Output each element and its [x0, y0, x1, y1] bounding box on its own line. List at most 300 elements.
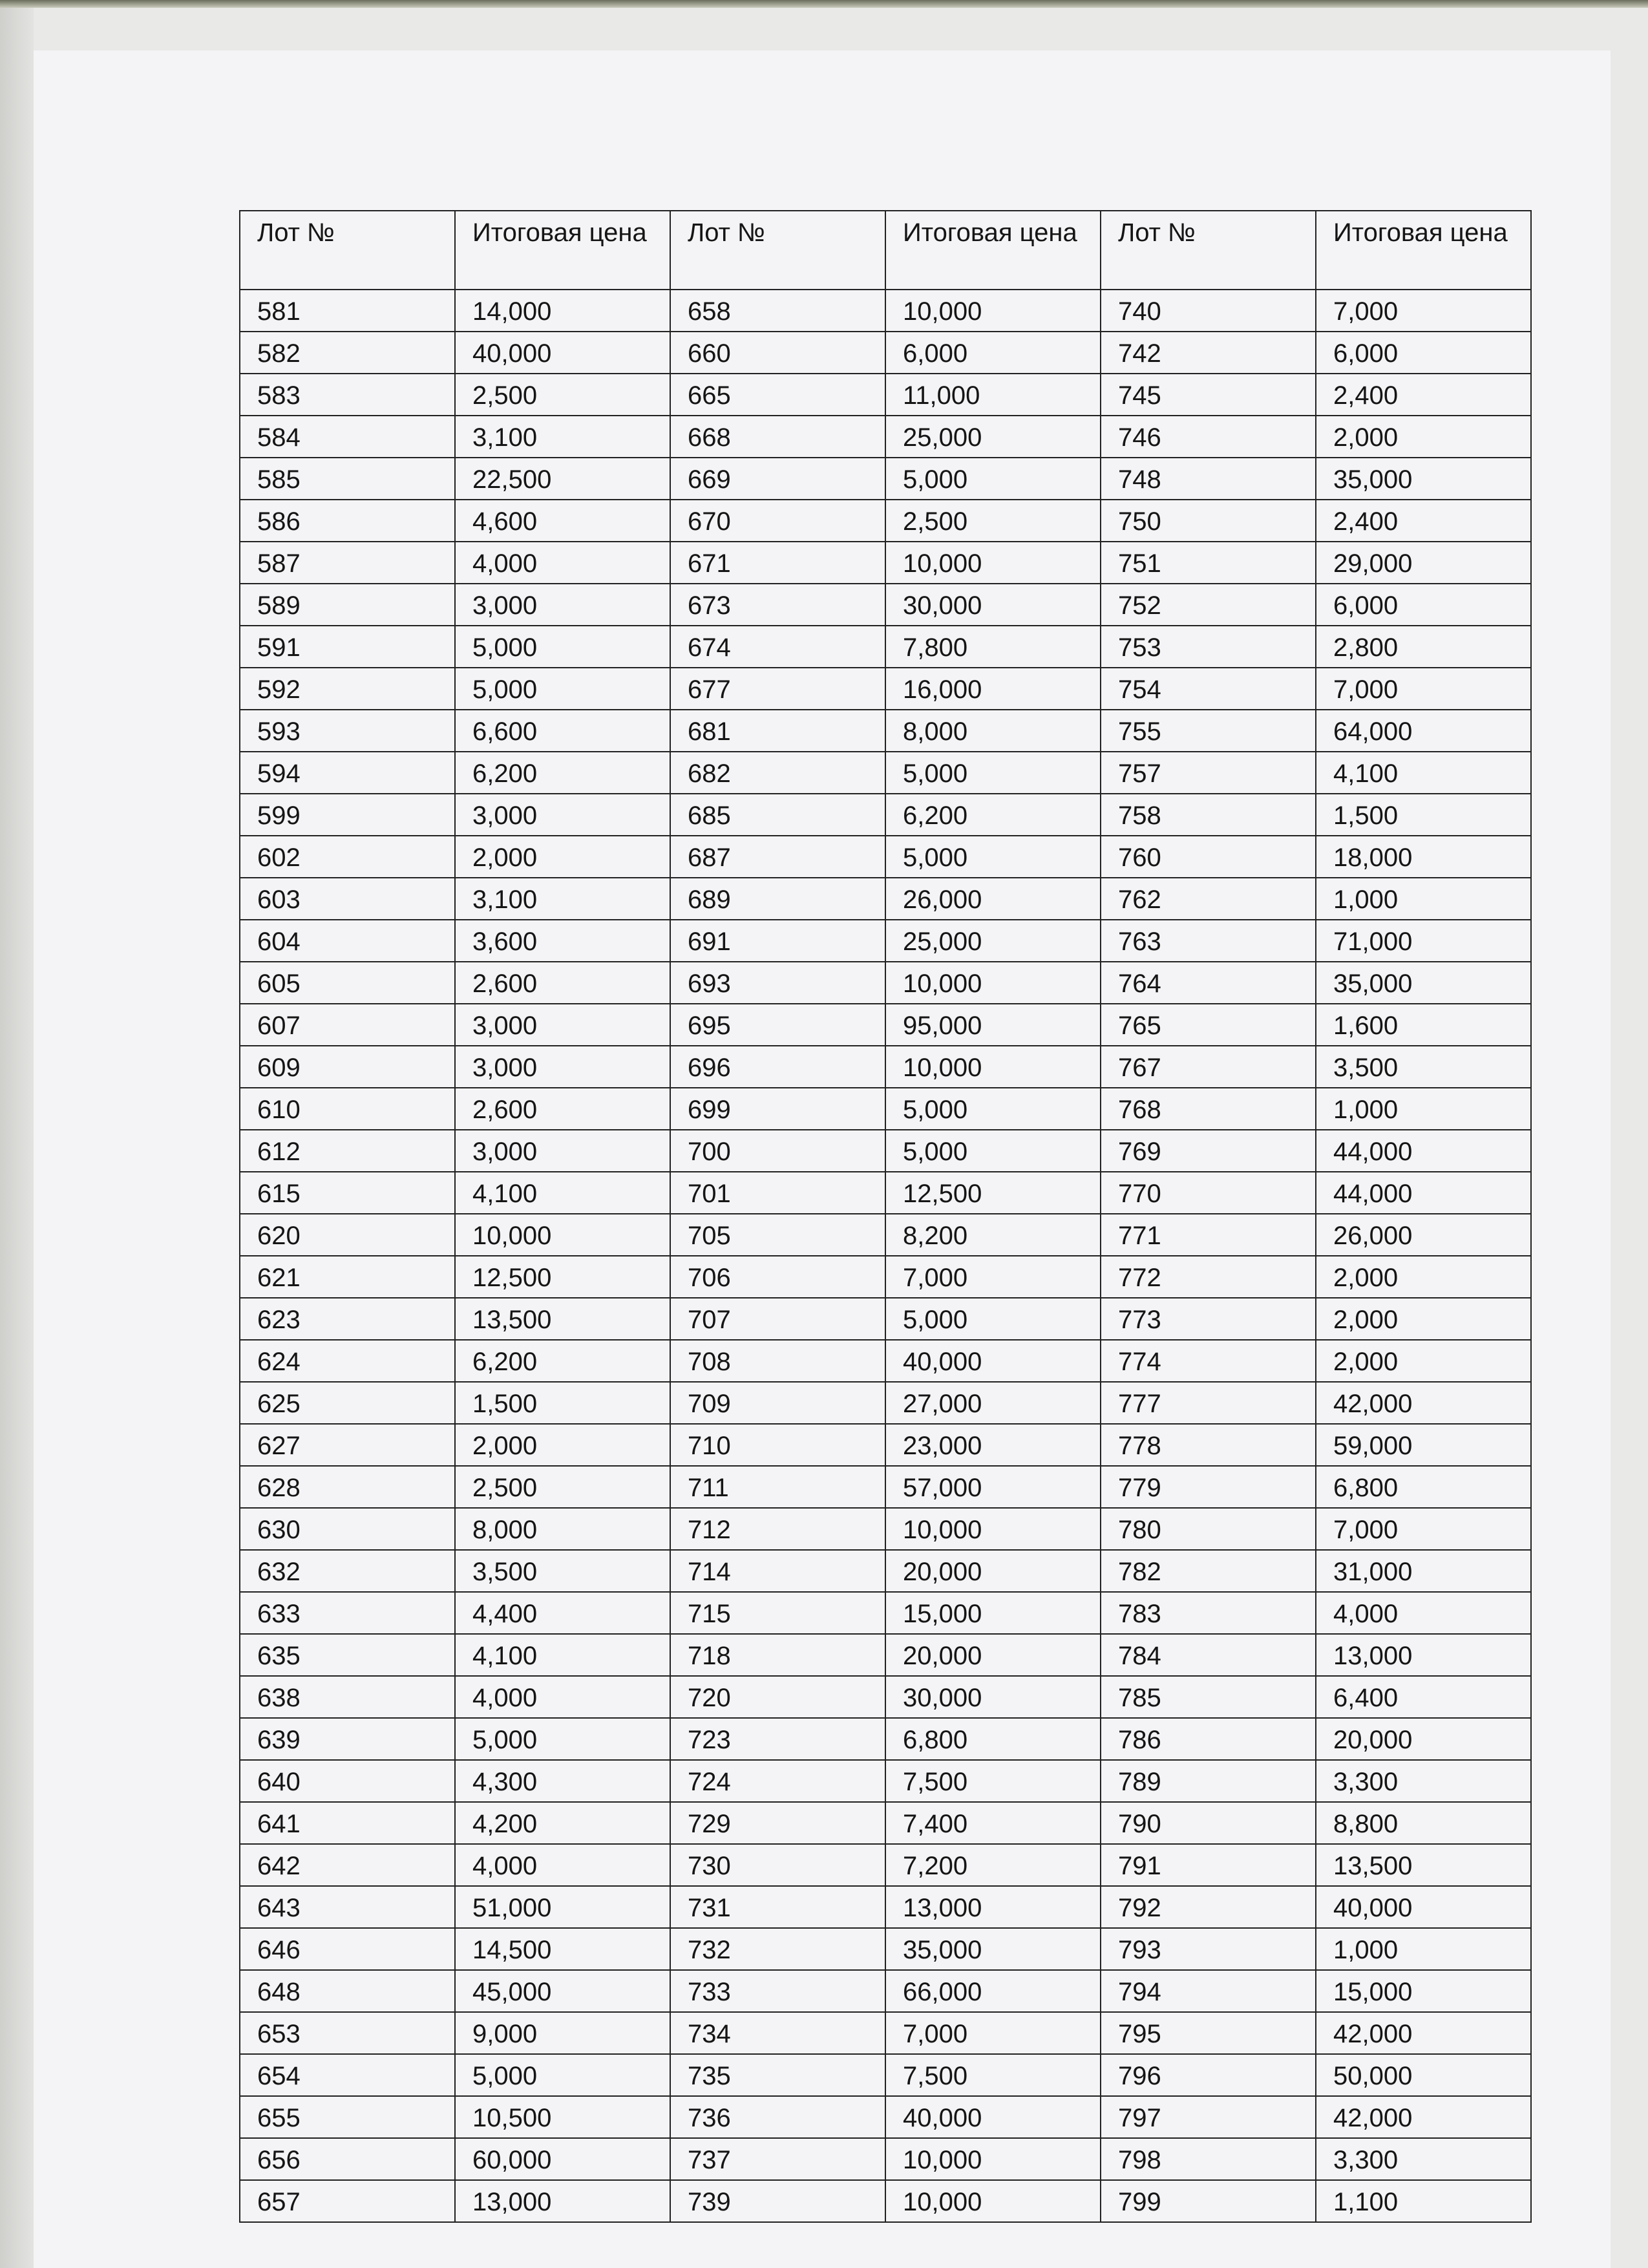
header-final-price: Итоговая цена	[1316, 211, 1531, 290]
table-row	[240, 836, 1531, 878]
header-lot-number: Лот №	[1101, 211, 1316, 290]
final-price-cell: 15,000	[885, 1592, 1101, 1634]
header-lot-number: Лот №	[240, 211, 455, 290]
lot-number-cell: 729	[670, 1802, 885, 1844]
final-price-cell: 44,000	[1316, 1172, 1531, 1214]
final-price-cell: 10,000	[885, 962, 1101, 1004]
final-price-cell: 71,000	[1316, 920, 1531, 962]
lot-number-cell: 592	[240, 668, 455, 710]
table-row	[240, 626, 1531, 668]
final-price-cell: 3,000	[455, 1004, 670, 1046]
final-price-cell: 4,000	[1316, 1592, 1531, 1634]
table-body	[240, 290, 1531, 2222]
table-header	[240, 211, 1531, 290]
table-row	[240, 920, 1531, 962]
final-price-cell: 1,600	[1316, 1004, 1531, 1046]
lot-number-cell: 765	[1101, 1004, 1316, 1046]
table-row	[240, 962, 1531, 1004]
final-price-cell: 13,000	[885, 1886, 1101, 1928]
table-row	[240, 500, 1531, 542]
lot-number-cell: 646	[240, 1928, 455, 1970]
lot-number-cell: 670	[670, 500, 885, 542]
table-row	[240, 1844, 1531, 1886]
lot-number-cell: 677	[670, 668, 885, 710]
lot-number-cell: 699	[670, 1088, 885, 1130]
table-row	[240, 542, 1531, 584]
table-row	[240, 2012, 1531, 2054]
final-price-cell: 3,000	[455, 1046, 670, 1088]
final-price-cell: 20,000	[885, 1550, 1101, 1592]
lot-number-cell: 655	[240, 2096, 455, 2138]
final-price-cell: 12,500	[455, 1256, 670, 1298]
table-row	[240, 2180, 1531, 2222]
final-price-cell: 60,000	[455, 2138, 670, 2180]
final-price-cell: 7,000	[1316, 1508, 1531, 1550]
final-price-cell: 3,000	[455, 584, 670, 626]
lot-number-cell: 630	[240, 1508, 455, 1550]
final-price-cell: 13,000	[1316, 1634, 1531, 1676]
final-price-cell: 5,000	[455, 626, 670, 668]
lot-number-cell: 685	[670, 794, 885, 836]
final-price-cell: 6,400	[1316, 1676, 1531, 1718]
final-price-cell: 5,000	[885, 836, 1101, 878]
table-row	[240, 1256, 1531, 1298]
table-row	[240, 374, 1531, 416]
final-price-cell: 20,000	[885, 1634, 1101, 1676]
final-price-cell: 64,000	[1316, 710, 1531, 752]
final-price-cell: 10,000	[885, 1508, 1101, 1550]
lot-number-cell: 638	[240, 1676, 455, 1718]
final-price-cell: 16,000	[885, 668, 1101, 710]
lot-number-cell: 780	[1101, 1508, 1316, 1550]
lot-number-cell: 620	[240, 1214, 455, 1256]
final-price-cell: 2,000	[455, 1424, 670, 1466]
final-price-cell: 3,000	[455, 1130, 670, 1172]
final-price-cell: 6,800	[885, 1718, 1101, 1760]
table-row	[240, 752, 1531, 794]
final-price-cell: 10,000	[885, 290, 1101, 332]
final-price-cell: 7,400	[885, 1802, 1101, 1844]
table-row	[240, 1130, 1531, 1172]
final-price-cell: 40,000	[1316, 1886, 1531, 1928]
final-price-cell: 1,100	[1316, 2180, 1531, 2222]
final-price-cell: 31,000	[1316, 1550, 1531, 1592]
lot-number-cell: 625	[240, 1382, 455, 1424]
final-price-cell: 3,100	[455, 878, 670, 920]
lot-number-cell: 657	[240, 2180, 455, 2222]
final-price-cell: 12,500	[885, 1172, 1101, 1214]
final-price-cell: 4,100	[1316, 752, 1531, 794]
lot-number-cell: 607	[240, 1004, 455, 1046]
final-price-cell: 1,000	[1316, 1928, 1531, 1970]
table-row	[240, 1508, 1531, 1550]
lot-number-cell: 599	[240, 794, 455, 836]
lot-number-cell: 778	[1101, 1424, 1316, 1466]
lot-number-cell: 593	[240, 710, 455, 752]
final-price-cell: 10,500	[455, 2096, 670, 2138]
lot-number-cell: 687	[670, 836, 885, 878]
final-price-cell: 6,200	[455, 1340, 670, 1382]
lot-number-cell: 758	[1101, 794, 1316, 836]
table-row	[240, 1088, 1531, 1130]
final-price-cell: 13,000	[455, 2180, 670, 2222]
lot-number-cell: 693	[670, 962, 885, 1004]
lot-number-cell: 792	[1101, 1886, 1316, 1928]
final-price-cell: 42,000	[1316, 1382, 1531, 1424]
final-price-cell: 5,000	[885, 1298, 1101, 1340]
lot-number-cell: 581	[240, 290, 455, 332]
lot-number-cell: 737	[670, 2138, 885, 2180]
final-price-cell: 3,600	[455, 920, 670, 962]
final-price-cell: 1,500	[1316, 794, 1531, 836]
final-price-cell: 7,800	[885, 626, 1101, 668]
table-row	[240, 2054, 1531, 2096]
final-price-cell: 2,500	[885, 500, 1101, 542]
table-row	[240, 1214, 1531, 1256]
table-row	[240, 1466, 1531, 1508]
lot-number-cell: 724	[670, 1760, 885, 1802]
final-price-cell: 5,000	[885, 1130, 1101, 1172]
lot-number-cell: 782	[1101, 1550, 1316, 1592]
lot-number-cell: 682	[670, 752, 885, 794]
final-price-cell: 3,300	[1316, 2138, 1531, 2180]
lot-number-cell: 707	[670, 1298, 885, 1340]
lot-number-cell: 609	[240, 1046, 455, 1088]
lot-number-cell: 711	[670, 1466, 885, 1508]
lot-number-cell: 764	[1101, 962, 1316, 1004]
final-price-cell: 2,000	[1316, 1256, 1531, 1298]
lot-number-cell: 745	[1101, 374, 1316, 416]
table-row	[240, 1298, 1531, 1340]
final-price-cell: 44,000	[1316, 1130, 1531, 1172]
lot-number-cell: 660	[670, 332, 885, 374]
final-price-cell: 8,800	[1316, 1802, 1531, 1844]
lot-number-cell: 757	[1101, 752, 1316, 794]
lot-number-cell: 712	[670, 1508, 885, 1550]
lot-number-cell: 604	[240, 920, 455, 962]
final-price-cell: 3,300	[1316, 1760, 1531, 1802]
final-price-cell: 40,000	[885, 2096, 1101, 2138]
final-price-cell: 11,000	[885, 374, 1101, 416]
final-price-cell: 45,000	[455, 1970, 670, 2012]
final-price-cell: 42,000	[1316, 2096, 1531, 2138]
table-row	[240, 332, 1531, 374]
final-price-cell: 7,500	[885, 1760, 1101, 1802]
lot-number-cell: 767	[1101, 1046, 1316, 1088]
lot-number-cell: 621	[240, 1256, 455, 1298]
lot-results-table	[239, 210, 1532, 2223]
lot-number-cell: 762	[1101, 878, 1316, 920]
lot-number-cell: 754	[1101, 668, 1316, 710]
table-row	[240, 2096, 1531, 2138]
lot-number-cell: 710	[670, 1424, 885, 1466]
lot-number-cell: 701	[670, 1172, 885, 1214]
lot-number-cell: 642	[240, 1844, 455, 1886]
final-price-cell: 25,000	[885, 416, 1101, 458]
table-row	[240, 416, 1531, 458]
lot-number-cell: 639	[240, 1718, 455, 1760]
lot-number-cell: 736	[670, 2096, 885, 2138]
lot-number-cell: 584	[240, 416, 455, 458]
final-price-cell: 6,000	[885, 332, 1101, 374]
lot-number-cell: 746	[1101, 416, 1316, 458]
final-price-cell: 18,000	[1316, 836, 1531, 878]
table-row	[240, 668, 1531, 710]
header-final-price: Итоговая цена	[455, 211, 670, 290]
lot-number-cell: 789	[1101, 1760, 1316, 1802]
final-price-cell: 7,200	[885, 1844, 1101, 1886]
lot-number-cell: 748	[1101, 458, 1316, 500]
final-price-cell: 1,000	[1316, 1088, 1531, 1130]
table-row	[240, 290, 1531, 332]
lot-number-cell: 786	[1101, 1718, 1316, 1760]
final-price-cell: 7,000	[885, 2012, 1101, 2054]
lot-number-cell: 603	[240, 878, 455, 920]
table-row	[240, 458, 1531, 500]
final-price-cell: 3,500	[1316, 1046, 1531, 1088]
lot-number-cell: 740	[1101, 290, 1316, 332]
final-price-cell: 4,300	[455, 1760, 670, 1802]
table-row	[240, 1424, 1531, 1466]
final-price-cell: 10,000	[455, 1214, 670, 1256]
lot-number-cell: 734	[670, 2012, 885, 2054]
final-price-cell: 5,000	[885, 1088, 1101, 1130]
lot-number-cell: 640	[240, 1760, 455, 1802]
lot-number-cell: 627	[240, 1424, 455, 1466]
lot-number-cell: 589	[240, 584, 455, 626]
lot-number-cell: 605	[240, 962, 455, 1004]
final-price-cell: 23,000	[885, 1424, 1101, 1466]
final-price-cell: 51,000	[455, 1886, 670, 1928]
lot-number-cell: 784	[1101, 1634, 1316, 1676]
final-price-cell: 30,000	[885, 584, 1101, 626]
final-price-cell: 4,000	[455, 1844, 670, 1886]
final-price-cell: 4,000	[455, 542, 670, 584]
final-price-cell: 4,100	[455, 1634, 670, 1676]
final-price-cell: 29,000	[1316, 542, 1531, 584]
final-price-cell: 2,500	[455, 1466, 670, 1508]
lot-number-cell: 628	[240, 1466, 455, 1508]
final-price-cell: 10,000	[885, 542, 1101, 584]
lot-number-cell: 774	[1101, 1340, 1316, 1382]
final-price-cell: 2,800	[1316, 626, 1531, 668]
lot-number-cell: 723	[670, 1718, 885, 1760]
final-price-cell: 40,000	[885, 1340, 1101, 1382]
lot-number-cell: 779	[1101, 1466, 1316, 1508]
lot-number-cell: 731	[670, 1886, 885, 1928]
final-price-cell: 5,000	[455, 668, 670, 710]
lot-number-cell: 623	[240, 1298, 455, 1340]
lot-number-cell: 658	[670, 290, 885, 332]
lot-number-cell: 594	[240, 752, 455, 794]
lot-number-cell: 586	[240, 500, 455, 542]
final-price-cell: 6,600	[455, 710, 670, 752]
table-row	[240, 584, 1531, 626]
lot-number-cell: 795	[1101, 2012, 1316, 2054]
final-price-cell: 26,000	[885, 878, 1101, 920]
lot-number-cell: 585	[240, 458, 455, 500]
lot-number-cell: 653	[240, 2012, 455, 2054]
final-price-cell: 40,000	[455, 332, 670, 374]
table-row	[240, 1928, 1531, 1970]
final-price-cell: 25,000	[885, 920, 1101, 962]
final-price-cell: 20,000	[1316, 1718, 1531, 1760]
final-price-cell: 13,500	[455, 1298, 670, 1340]
lot-number-cell: 673	[670, 584, 885, 626]
lot-number-cell: 785	[1101, 1676, 1316, 1718]
lot-number-cell: 582	[240, 332, 455, 374]
final-price-cell: 3,500	[455, 1550, 670, 1592]
final-price-cell: 2,000	[1316, 416, 1531, 458]
lot-number-cell: 790	[1101, 1802, 1316, 1844]
final-price-cell: 10,000	[885, 2180, 1101, 2222]
lot-number-cell: 610	[240, 1088, 455, 1130]
lot-number-cell: 783	[1101, 1592, 1316, 1634]
table-row	[240, 1550, 1531, 1592]
lot-number-cell: 798	[1101, 2138, 1316, 2180]
lot-number-cell: 635	[240, 1634, 455, 1676]
final-price-cell: 14,000	[455, 290, 670, 332]
lot-number-cell: 700	[670, 1130, 885, 1172]
lot-number-cell: 641	[240, 1802, 455, 1844]
lot-number-cell: 755	[1101, 710, 1316, 752]
table-row	[240, 2138, 1531, 2180]
lot-number-cell: 772	[1101, 1256, 1316, 1298]
final-price-cell: 10,000	[885, 2138, 1101, 2180]
header-final-price: Итоговая цена	[885, 211, 1101, 290]
final-price-cell: 35,000	[885, 1928, 1101, 1970]
table-row	[240, 1760, 1531, 1802]
final-price-cell: 14,500	[455, 1928, 670, 1970]
lot-number-cell: 681	[670, 710, 885, 752]
lot-number-cell: 706	[670, 1256, 885, 1298]
final-price-cell: 26,000	[1316, 1214, 1531, 1256]
table-row	[240, 1718, 1531, 1760]
table-row	[240, 1340, 1531, 1382]
lot-number-cell: 671	[670, 542, 885, 584]
table-row	[240, 1004, 1531, 1046]
final-price-cell: 30,000	[885, 1676, 1101, 1718]
final-price-cell: 22,500	[455, 458, 670, 500]
lot-number-cell: 654	[240, 2054, 455, 2096]
final-price-cell: 59,000	[1316, 1424, 1531, 1466]
table-row	[240, 1634, 1531, 1676]
final-price-cell: 15,000	[1316, 1970, 1531, 2012]
lot-number-cell: 718	[670, 1634, 885, 1676]
final-price-cell: 8,200	[885, 1214, 1101, 1256]
lot-number-cell: 768	[1101, 1088, 1316, 1130]
lot-number-cell: 773	[1101, 1298, 1316, 1340]
lot-number-cell: 583	[240, 374, 455, 416]
final-price-cell: 50,000	[1316, 2054, 1531, 2096]
lot-number-cell: 674	[670, 626, 885, 668]
final-price-cell: 4,000	[455, 1676, 670, 1718]
final-price-cell: 1,500	[455, 1382, 670, 1424]
table-row	[240, 710, 1531, 752]
final-price-cell: 5,000	[455, 2054, 670, 2096]
lot-number-cell: 705	[670, 1214, 885, 1256]
final-price-cell: 8,000	[885, 710, 1101, 752]
final-price-cell: 3,100	[455, 416, 670, 458]
final-price-cell: 2,000	[1316, 1340, 1531, 1382]
lot-number-cell: 624	[240, 1340, 455, 1382]
final-price-cell: 57,000	[885, 1466, 1101, 1508]
table-row	[240, 1382, 1531, 1424]
final-price-cell: 2,500	[455, 374, 670, 416]
lot-number-cell: 763	[1101, 920, 1316, 962]
table-row	[240, 1046, 1531, 1088]
lot-number-cell: 709	[670, 1382, 885, 1424]
lot-number-cell: 632	[240, 1550, 455, 1592]
final-price-cell: 95,000	[885, 1004, 1101, 1046]
final-price-cell: 7,000	[1316, 290, 1531, 332]
lot-number-cell: 696	[670, 1046, 885, 1088]
lot-number-cell: 796	[1101, 2054, 1316, 2096]
lot-number-cell: 751	[1101, 542, 1316, 584]
lot-number-cell: 735	[670, 2054, 885, 2096]
final-price-cell: 6,000	[1316, 332, 1531, 374]
lot-number-cell: 689	[670, 878, 885, 920]
final-price-cell: 13,500	[1316, 1844, 1531, 1886]
final-price-cell: 5,000	[455, 1718, 670, 1760]
final-price-cell: 6,200	[885, 794, 1101, 836]
table-row	[240, 1886, 1531, 1928]
lot-number-cell: 695	[670, 1004, 885, 1046]
final-price-cell: 27,000	[885, 1382, 1101, 1424]
lot-number-cell: 730	[670, 1844, 885, 1886]
lot-number-cell: 668	[670, 416, 885, 458]
table-row	[240, 1172, 1531, 1214]
final-price-cell: 1,000	[1316, 878, 1531, 920]
lot-number-cell: 615	[240, 1172, 455, 1214]
lot-number-cell: 750	[1101, 500, 1316, 542]
lot-number-cell: 691	[670, 920, 885, 962]
scan-left-edge	[0, 8, 34, 2268]
lot-number-cell: 791	[1101, 1844, 1316, 1886]
lot-number-cell: 732	[670, 1928, 885, 1970]
lot-number-cell: 752	[1101, 584, 1316, 626]
lot-number-cell: 643	[240, 1886, 455, 1928]
header-lot-number: Лот №	[670, 211, 885, 290]
lot-number-cell: 799	[1101, 2180, 1316, 2222]
lot-number-cell: 587	[240, 542, 455, 584]
final-price-cell: 7,000	[1316, 668, 1531, 710]
final-price-cell: 2,000	[1316, 1298, 1531, 1340]
final-price-cell: 5,000	[885, 458, 1101, 500]
table-row	[240, 1676, 1531, 1718]
final-price-cell: 2,000	[455, 836, 670, 878]
lot-number-cell: 612	[240, 1130, 455, 1172]
lot-number-cell: 656	[240, 2138, 455, 2180]
final-price-cell: 7,500	[885, 2054, 1101, 2096]
final-price-cell: 2,400	[1316, 374, 1531, 416]
table-row	[240, 1802, 1531, 1844]
final-price-cell: 4,400	[455, 1592, 670, 1634]
lot-number-cell: 733	[670, 1970, 885, 2012]
lot-number-cell: 769	[1101, 1130, 1316, 1172]
lot-number-cell: 777	[1101, 1382, 1316, 1424]
lot-number-cell: 708	[670, 1340, 885, 1382]
final-price-cell: 42,000	[1316, 2012, 1531, 2054]
table-row	[240, 1970, 1531, 2012]
header-row	[240, 211, 1531, 290]
final-price-cell: 6,200	[455, 752, 670, 794]
table-row	[240, 1592, 1531, 1634]
lot-number-cell: 742	[1101, 332, 1316, 374]
final-price-cell: 4,200	[455, 1802, 670, 1844]
lot-number-cell: 633	[240, 1592, 455, 1634]
lot-number-cell: 753	[1101, 626, 1316, 668]
